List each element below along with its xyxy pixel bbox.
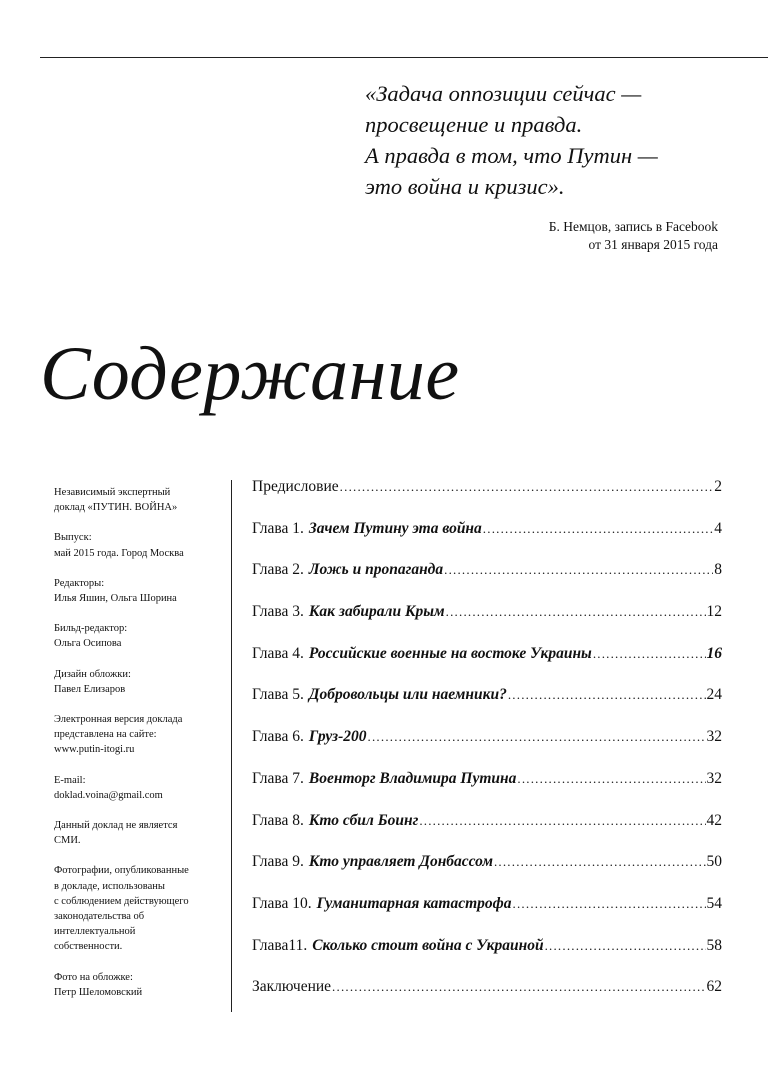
imprint-line: доклад «ПУТИН. ВОЙНА» xyxy=(54,502,178,514)
dot-leader xyxy=(444,562,713,578)
imprint-block xyxy=(54,773,234,803)
column-divider xyxy=(231,480,232,1012)
imprint-block xyxy=(54,621,234,651)
dot-leader xyxy=(368,729,706,745)
imprint-line: Электронная версия доклада xyxy=(54,714,183,726)
toc-entry[interactable] xyxy=(252,812,722,854)
imprint-line: собственности. xyxy=(54,941,123,953)
toc-entry[interactable] xyxy=(252,978,722,1020)
imprint-block xyxy=(54,576,234,606)
quote-line: просвещение и правда. xyxy=(365,112,583,137)
imprint-line: Данный доклад не является xyxy=(54,820,178,832)
toc-entry-title: Сколько стоит война с Украиной xyxy=(312,936,544,954)
toc-page-number: 32 xyxy=(706,728,722,746)
toc-entry-prefix: Глава 1. xyxy=(252,519,304,537)
imprint-block xyxy=(54,818,234,848)
imprint-block xyxy=(54,530,234,560)
imprint-line: Дизайн обложки: xyxy=(54,668,131,680)
toc-entry-title: Военторг Владимира Путина xyxy=(308,769,517,787)
toc-entry[interactable] xyxy=(252,645,722,687)
toc-entry-title: Зачем Путину эта война xyxy=(308,519,482,537)
toc-entry[interactable] xyxy=(252,853,722,895)
imprint-line: в докладе, использованы xyxy=(54,880,165,892)
imprint-line: Илья Яшин, Ольга Шорина xyxy=(54,593,177,605)
toc-entry-prefix: Глава 9. xyxy=(252,853,304,871)
imprint-line: doklad.voina@gmail.com xyxy=(54,789,163,801)
toc-entry-title: Добровольцы или наемники? xyxy=(308,686,507,704)
toc-entry-prefix: Глава 5. xyxy=(252,686,304,704)
toc-entry-title: Кто управляет Донбассом xyxy=(308,853,493,871)
toc-page-number: 42 xyxy=(706,811,722,829)
top-rule xyxy=(40,57,768,58)
attribution-line: Б. Немцов, запись в Facebook xyxy=(548,219,718,234)
imprint-line: СМИ. xyxy=(54,835,81,847)
dot-leader xyxy=(593,646,706,662)
toc-page-number: 58 xyxy=(706,936,722,954)
dot-leader xyxy=(419,813,705,829)
toc-page-number: 54 xyxy=(706,894,722,912)
imprint-line: Фото на обложке: xyxy=(54,971,133,983)
page-title: Содержание xyxy=(40,332,460,416)
attribution-line: от 31 января 2015 года xyxy=(588,237,718,252)
toc-page-number: 2 xyxy=(714,478,722,495)
imprint-line: интеллектуальной xyxy=(54,926,136,938)
imprint-line: Павел Елизаров xyxy=(54,683,126,695)
dot-leader xyxy=(332,979,705,995)
toc-entry[interactable] xyxy=(252,603,722,645)
toc-entry-prefix: Глава 4. xyxy=(252,644,304,662)
imprint-line: Редакторы: xyxy=(54,577,105,589)
toc-entry-prefix: Глава 7. xyxy=(252,769,304,787)
toc-entry-title: Как забирали Крым xyxy=(308,603,445,621)
dot-leader xyxy=(513,896,706,912)
dot-leader xyxy=(508,687,706,703)
dot-leader xyxy=(483,521,713,537)
imprint-line: Бильд-редактор: xyxy=(54,623,128,635)
imprint-line: E-mail: xyxy=(54,774,86,786)
toc-entry-title: Кто сбил Боинг xyxy=(308,811,419,829)
imprint-line: Выпуск: xyxy=(54,532,92,544)
toc-entry-prefix: Глава 8. xyxy=(252,811,304,829)
toc-entry-prefix: Заключение xyxy=(252,978,332,996)
imprint-block xyxy=(54,667,234,697)
toc-page-number: 62 xyxy=(706,978,722,996)
imprint-line: Ольга Осипова xyxy=(54,638,122,650)
toc-page-number: 8 xyxy=(714,561,722,579)
imprint-line: представлена на сайте: xyxy=(54,729,157,741)
quote-attribution xyxy=(549,218,718,254)
quote-line: «Задача оппозиции сейчас — xyxy=(365,81,642,106)
toc-entry[interactable] xyxy=(252,770,722,812)
toc-entry-prefix: Глава11. xyxy=(252,936,308,954)
table-of-contents xyxy=(252,478,722,1020)
toc-entry[interactable] xyxy=(252,895,722,937)
toc-entry-title: Гуманитарная катастрофа xyxy=(316,894,512,912)
imprint-block xyxy=(54,970,234,1000)
toc-entry-prefix: Глава 2. xyxy=(252,561,304,579)
imprint-line: Петр Шеломовский xyxy=(54,986,143,998)
dot-leader xyxy=(340,479,714,495)
toc-entry[interactable] xyxy=(252,686,722,728)
toc-entry[interactable] xyxy=(252,728,722,770)
toc-entry[interactable] xyxy=(252,478,722,520)
toc-entry[interactable] xyxy=(252,561,722,603)
imprint-column xyxy=(54,485,234,1015)
toc-entry-title: Ложь и пропаганда xyxy=(308,561,444,579)
toc-entry-prefix: Глава 6. xyxy=(252,728,304,746)
toc-entry-prefix: Предисловие xyxy=(252,478,339,495)
imprint-line: Фотографии, опубликованные xyxy=(54,865,189,877)
quote-line: А правда в том, что Путин — xyxy=(365,143,658,168)
imprint-block xyxy=(54,863,234,954)
toc-entry[interactable] xyxy=(252,520,722,562)
toc-page-number: 24 xyxy=(706,686,722,704)
toc-entry-prefix: Глава 10. xyxy=(252,894,312,912)
imprint-line: Независимый экспертный xyxy=(54,487,171,498)
toc-entry-title: Российские военные на востоке Украины xyxy=(308,644,592,662)
toc-entry-title: Груз-200 xyxy=(308,728,367,746)
dot-leader xyxy=(545,938,706,954)
toc-entry[interactable] xyxy=(252,937,722,979)
toc-page-number: 32 xyxy=(706,769,722,787)
imprint-line: законодательства об xyxy=(54,911,145,923)
dot-leader xyxy=(517,771,705,787)
toc-page-number: 16 xyxy=(706,644,722,662)
imprint-block xyxy=(54,712,234,758)
imprint-block xyxy=(54,485,234,515)
dot-leader xyxy=(494,854,706,870)
quote-line: это война и кризис». xyxy=(365,174,565,199)
epigraph xyxy=(365,78,745,202)
dot-leader xyxy=(446,604,706,620)
toc-page-number: 12 xyxy=(706,603,722,621)
toc-entry-prefix: Глава 3. xyxy=(252,603,304,621)
toc-page-number: 4 xyxy=(714,519,722,537)
imprint-line: май 2015 года. Город Москва xyxy=(54,547,184,559)
imprint-line: www.putin-itogi.ru xyxy=(54,744,135,756)
imprint-line: с соблюдением действующего xyxy=(54,895,189,907)
toc-page-number: 50 xyxy=(706,853,722,871)
